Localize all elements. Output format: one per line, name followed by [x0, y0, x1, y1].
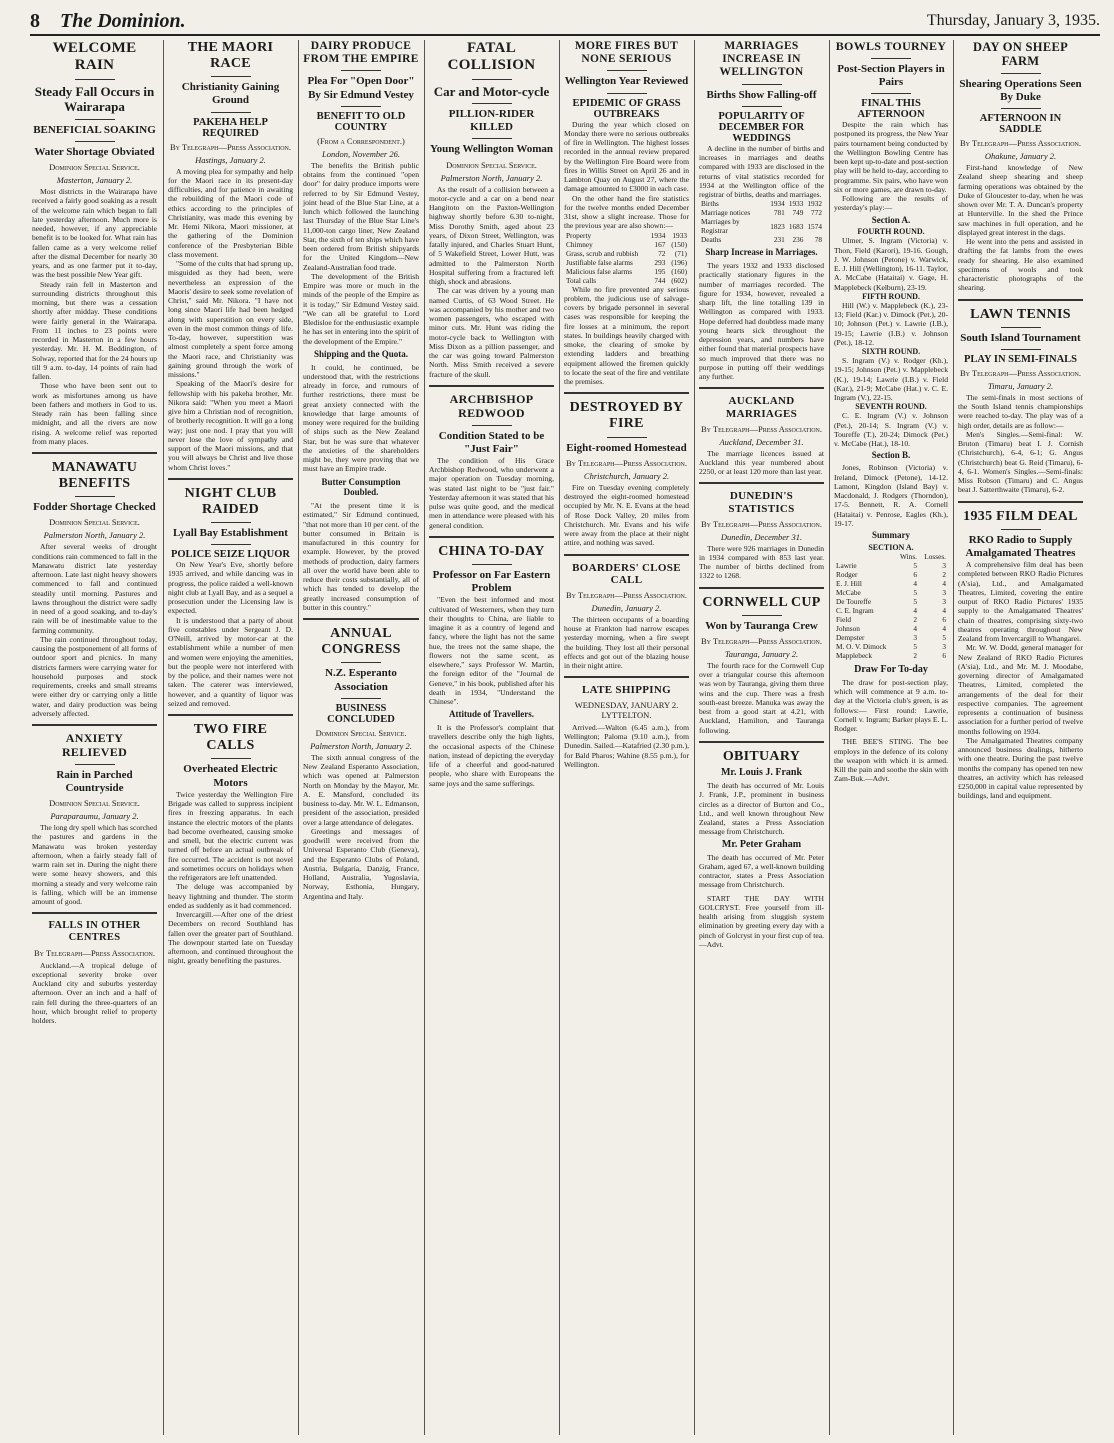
article-paragraph: The condition of His Grace Archbishop Redwood, who underwent a major operation on Tuesday morning, was stated last night to be "just fair." Yesterday afternoon it was stated that his pulse was quite good, and the medical men in attendance were pleased with his general condition.	[429, 455, 554, 530]
column-8	[953, 40, 1087, 1435]
results-paragraph: C. E. Ingram (V.) v. Johnson (Pet.), 20-14; S. Ingram (V.) v. Toureffe (T.), 20-24; Dimock (Pet.) v. McCabe (Hat.), 18-10.	[834, 411, 948, 449]
table-header-row: Wins. Losses.	[900, 551, 946, 561]
headline: MORE FIRES BUT NONE SERIOUS	[574, 40, 679, 66]
article-paragraph: A comprehensive film deal has been completed between RKO Radio Pictures (A'sia), Ltd., and Amalgamated Theatres, Limited, covering the entire output of RKO Radio Pictures' 1935 supply to the Amalgamated Theatres' chain of theatres, comprising sixty-two theatres operating throughout New Zealand from Invercargill to Whangarei.	[958, 560, 1083, 644]
dateline: Dunedin, January 2.	[591, 602, 662, 613]
article-paragraph: The benefits the British public obtains from the continued "open door" for dairy produce imports were referred to by Sir Edmund Vestey, joint head of the Blue Star Line, at a lunch which followed the launching last Thursday of the Blue Star Line's 11,000-ton cargo liner, New Zealand Star, the sixth of ten ships which have been ordered from British shipyards for the United Kingdom—New Zealand-Australian food trade.	[303, 160, 419, 272]
round-label: FOURTH ROUND.	[857, 227, 925, 237]
article-paragraph: The thirteen occupants of a boarding house at Frankton had narrow escapes yesterday morning, when a fire swept the building. They lost all their personal effects and got out of the blazing house in their night attire.	[564, 614, 689, 671]
dateline: Palmerston North, January 2.	[440, 172, 543, 183]
headline: LAWN TENNIS	[970, 306, 1071, 322]
subheadline: Overheated Electric Motors	[183, 763, 278, 789]
table-row: Rodger 6 2	[836, 569, 946, 579]
round-label: SIXTH ROUND.	[861, 347, 921, 357]
byline: By Telegraph—Press Association.	[701, 635, 822, 646]
article-paragraph: The rain continued throughout today, causing the postponement of all forms of outdoor sport and picnics. In many districts farmers were carrying water for household purposes and stock requirements, creeks and small streams were either dry or carrying only a little water, and dairy production was being adversely affected.	[32, 634, 157, 718]
table-row: Births 1934 1933 1932	[701, 199, 822, 209]
headline: BOARDERS' CLOSE CALL	[572, 561, 681, 587]
subheadline: Wellington Year Reviewed	[564, 75, 689, 88]
table-row: Property 1934 1933	[566, 230, 687, 240]
article-paragraph: Those who have been sent out to work as misfortunes among us have been fathers and mothers in God to us. Steady rain has been falling since midnight, and all the rivers are now rising. A welcome relief was reported from many places.	[32, 381, 157, 446]
table-row: C. E. Ingram 4 4	[836, 605, 946, 615]
results-paragraph: Ulmer, S. Ingram (Victoria) v. Thon, Field (Karori), 19-16. Gough, J. W. Johnson (Petone) v. Warwick, E. J. Hill (Wellington), 16-11. Taylor, A. McCabe (Hataitai) v. Gage, H. Mapplebeck (Kelburn), 23-19.	[834, 236, 948, 292]
subheadline: Rain in Parched Countryside	[56, 768, 133, 794]
section-subhead: Draw For To-day	[854, 663, 928, 675]
table-row: M. O. V. Dimock 5 3	[836, 641, 946, 651]
subheadline: Lyall Bay Establishment	[173, 527, 288, 539]
table-row: McCabe 5 3	[836, 587, 946, 597]
subheadline: EPIDEMIC OF GRASS OUTBREAKS	[572, 97, 681, 120]
section-label: Section A.	[871, 214, 911, 225]
article-paragraph: On the other hand the fire statistics for the twelve months ended December 31st, show a slight increase. Those for the previous year are also shown:—	[564, 193, 689, 231]
article-paragraph: Mr. W. W. Dodd, general manager for New Zealand of RKO Radio Pictures (A'sia), Ltd., and Mr. M. J. Moodabe, governing director of Amalgamated Theatres, Limited, completed the arrangements of the deal for their respective companies. The agreement represents a continuation of business association for a further period of twelve months following on 1934.	[958, 643, 1083, 736]
article-paragraph: During the year which closed on Monday there were no serious outbreaks of fire in Wellington. The highest losses recorded in the annual review prepared by the Wellington Fire Board were from fires in Willis Street on April 26 and in Lambton Quay on August 27, where the damage amounted to £3000 in each case.	[564, 119, 689, 194]
advertisement: THE BEE'S STING. The bee employs in the defence of its colony the weapon with which it is armed. Kill the pain and soothe the skin with Zam-Buk.—Advt.	[834, 737, 948, 784]
table-row: Total calls 744 (602)	[566, 275, 687, 285]
masthead	[30, 10, 1100, 36]
byline: By Telegraph—Press Association.	[566, 457, 687, 468]
byline: Dominion Special Service.	[49, 162, 140, 173]
subheadline: Professor on Far Eastern Problem	[432, 568, 551, 595]
table-row: Chimney 167 (150)	[566, 239, 687, 249]
table-row: Malicious false alarms 195 (160)	[566, 266, 687, 276]
article-paragraph: First-hand knowledge of New Zealand sheep shearing and sheep farming operations was obtained by the Duke of Gloucester to-day, when he was shown over Mr. T. A. Duncan's property at Hunterville. In the shed the Prince saw machines in full operation, and he displayed great interest in the dags.	[958, 163, 1083, 237]
headline: DAY ON SHEEP FARM	[972, 40, 1069, 69]
subheadline: Shearing Operations Seen By Duke	[959, 77, 1082, 103]
headline: CHINA TO-DAY	[438, 543, 545, 559]
table-row: Johnson 4 4	[836, 623, 946, 633]
headline: NIGHT CLUB RAIDED	[184, 485, 277, 517]
article-paragraph: The fourth race for the Cornwell Cup over a triangular course this afternoon was won by Tauranga, giving them three wins and the cup. There was a fresh south-east breeze. Manuka was away the best from a good start at 4.21, with Auckland, Hamilton, and Tauranga following.	[699, 660, 824, 735]
article-paragraph: It is understood that a party of about five constables under Sergeant J. D. O'Neill, arrived by motor-car at the establishment while a number of men and women were enjoying the amenities, but the people were not interfered with by the police, and their names were not taken. The caterer was interviewed, however, and a quantity of liquor was seized and removed.	[168, 615, 293, 708]
table-row: E. J. Hill 4 4	[836, 578, 946, 588]
subheadline: South Island Tournament	[960, 331, 1081, 344]
article-paragraph: Fire on Tuesday evening completely destroyed the eight-roomed homestead occupied by Mr. N. E. Evans at the head of Rose Dock Valley, 20 miles from Christchurch. Mr. Evans and his wife were away from the place at their night attire, and nothing was saved.	[564, 482, 689, 548]
subheadline: RKO Radio to Supply Amalgamated Theatres	[965, 533, 1076, 559]
issue-date: Thursday, January 3, 1935.	[926, 12, 1100, 29]
column-4	[424, 40, 558, 1435]
section-subhead: Attitude of Travellers.	[449, 709, 534, 720]
subheadline: PILLION-RIDER KILLED	[448, 108, 535, 134]
byline: By Telegraph—Press Association.	[566, 589, 687, 600]
article-paragraph: "At the present time it is estimated," Sir Edmund continued, "that not more than 10 per cent. of the butter consumed in Britain is manufactured in this country for example. However, by the proved methods of production, dairy farmers all over the world have been able to reduce their costs substantially, all of which has tended to develop the greatly increased consumption of butter in this country."	[303, 501, 419, 612]
table-row: Field 2 6	[836, 614, 946, 624]
summary-section-label: SECTION A.	[868, 542, 914, 552]
article-paragraph: Most districts in the Wairarapa have received a fairly good soaking as a result of the welcome rain which began to fall late yesterday afternoon. Much more is needed, however, if any appreciable benefit is to be looked for. What rain has fallen came as a very welcome relief after the dismal December for nearly 30 years, and as one farmer put it to-day, was the best possible New Year gift.	[32, 187, 157, 280]
vital-statistics-table	[699, 199, 824, 244]
dateline: Hastings, January 2.	[195, 154, 266, 165]
dateline: London, November 26.	[322, 148, 400, 159]
headline: FALLS IN OTHER CENTRES	[48, 920, 141, 944]
byline: By Telegraph—Press Association.	[701, 423, 822, 434]
article-paragraph: It could, he continued, be understood that, with the restrictions already in force, and rumours of further restrictions, there must be great anxiety connected with the knowledge that large amounts of money were required for the building of ships such as the New Zealand Star, but he was sure that whatever the anxieties of the shareholders might be, they were proving that we must have an Empire trade.	[303, 362, 419, 474]
headline: LATE SHIPPING	[582, 684, 671, 697]
byline: By Telegraph—Press Association.	[34, 947, 155, 958]
article-paragraph: It is the Professor's complaint that travellers describe only the high lights, the occasional aspects of the Chinese nation, instead of depicting the everyday life of a cheerful and good-natured people, who share with Europeans the same joys and the same sufferings.	[429, 723, 554, 788]
table-row: Grass, scrub and rubbish 72 (71)	[566, 248, 687, 258]
article-paragraph: While no fire prevented any serious problem, the judicious use of salvage-covers by brigade personnel in several cases was responsible for keeping the fire losses at a minimum, the report states. In buildings heavily charged with smoke, the clearing of smoke by extending ladders and breathing equipment allowed the firemen quickly to locate the seat of the fire and ventilate the premises.	[564, 284, 689, 387]
fire-statistics-table	[564, 231, 689, 285]
headline: AUCKLAND MARRIAGES	[725, 395, 798, 421]
subheadline: Post-Section Players in Pairs	[837, 62, 945, 88]
article-paragraph: On New Year's Eve, shortly before 1935 arrived, and while dancing was in progress, the police raided a well-known night club at Lyall Bay, and as a sequel a prosecution under the Licensing law is expected.	[168, 560, 293, 616]
article-paragraph: Men's Singles.—Semi-final: W. Bruton (Timaru) beat I. J. Cornish (Christchurch), 6-4, 6-1; G. Angus (Christchurch) beat G. Reid (Timaru), 6-4, 6-1. Women's Singles.—Semi-finals: Miss Robson (Timaru) and C. Angus beat J. Satterthwaite (Timaru), 6-2.	[958, 429, 1083, 495]
headline: CORNWELL CUP	[702, 594, 821, 610]
byline: Dominion Special Service.	[49, 798, 140, 809]
subheadline: BUSINESS CONCLUDED	[327, 702, 395, 725]
section-subhead: Sharp Increase in Marriages.	[705, 247, 818, 258]
headline: MARRIAGES INCREASE IN WELLINGTON	[719, 40, 804, 79]
dateline: Ohakune, January 2.	[984, 151, 1057, 162]
article-paragraph: The years 1932 and 1933 disclosed practically stationary figures in the number of marriages recorded. The figure for 1934, however, revealed a sharp lift, the line totalling 139 in Wellington as compared with 1933. Hope deferred had doubtless made many young hearts sick throughout the depression years, and numbers have either found that material prospects have so much improved that there was no purpose in putting off their weddings any further.	[699, 261, 824, 382]
subheadline: PAKEHA HELP REQUIRED	[193, 116, 268, 139]
column-5	[559, 40, 693, 1435]
table-row: Dempster 3 5	[836, 632, 946, 642]
dateline: Palmerston North, January 2.	[43, 530, 146, 541]
dateline: Auckland, December 31.	[719, 436, 804, 447]
bowls-summary-table	[834, 552, 948, 660]
article-paragraph: Speaking of the Maori's desire for fellowship with his pakeha brother, Mr. Nikora said: "When you meet a Maori give him a Christian nod of recognition, of brotherly recognition. It will go a long way; just one nod. I pray that you will never lose the love of sympathy and support of the Maori missions, and that you will always be Christ and live those whom Christ loves."	[168, 379, 293, 472]
article-paragraph: The marriage licences issued at Auckland this year numbered about 2250, or at least 120 more than last year.	[699, 448, 824, 477]
article-paragraph: After several weeks of drought conditions rain commenced to fall in the Manawatu district late yesterday afternoon. Late last night heavy showers commenced to fall and continued steadily until morning. Pastures and lawns throughout the district were sadly in need of a good soaking, and to-day's rain will be of inestimable value to the farming community.	[32, 542, 157, 635]
article-paragraph: As the result of a collision between a motor-cycle and a car on a bend near Hangitoto on the Paxton-Wellington highway shortly before 6.30 to-night, Miss Dorothy Smith, aged about 23 years, of Dixon Street, Wellington, was fatally injured, and Charles Stuart Hunt, of 5 Wakefield Street, Lower Hutt, was admitted to the Palmerston North Hospital suffering from a fractured left thigh, shock and abrasions.	[429, 184, 554, 287]
article-paragraph: Following are the results of yesterday's play:—	[834, 194, 948, 213]
subheadline: POLICE SEIZE LIQUOR	[170, 549, 291, 561]
headline: THE MAORI RACE	[187, 40, 274, 72]
subheadline: Won by Tauranga Crew	[705, 619, 818, 632]
headline: ARCHBISHOP REDWOOD	[449, 391, 534, 420]
page-number: 8	[30, 10, 40, 32]
byline: By Telegraph—Press Association.	[960, 138, 1081, 149]
column-6	[694, 40, 828, 1435]
subheadline: FINAL THIS AFTERNOON	[857, 98, 925, 121]
column-2	[163, 40, 297, 1435]
headline: 1935 FILM DEAL	[963, 508, 1078, 524]
article-paragraph: Steady rain fell in Masterton and surrounding districts throughout this morning, but there was a cessation shortly after midday. These conditions were fairly general in the Wairarapa. From 11 inches to 23 points were recorded in Masterton in a few hours yesterday. Mr. H. M. Beddington, of Solway, reported that for the 24 hours up till 9 a.m. to-day, 14 points of rain had fallen.	[32, 279, 157, 382]
article-paragraph: The draw for post-section play, which will commence at 9 a.m. to-day at the Victoria club's green, is as follows:— First round: Lawrie, Cornell v. Ingram; Barker plays E. L. Rodger.	[834, 677, 948, 734]
dateline: Christchurch, January 2.	[583, 470, 670, 481]
column-7	[829, 40, 952, 1435]
byline: (From a Correspondent.)	[317, 135, 405, 146]
article-paragraph: He went into the pens and assisted in drafting the fat lambs from the ewes ready for shearing. He also examined specimens of wools and took characteristic photographs of the shearing.	[958, 237, 1083, 293]
table-row: Justifiable false alarms 293 (196)	[566, 257, 687, 267]
column-3	[298, 40, 423, 1435]
obituary-name: Mr. Louis J. Frank	[720, 767, 803, 779]
dateline: Timaru, January 2.	[987, 380, 1054, 391]
subheadline: POPULARITY OF DECEMBER FOR WEDDINGS	[718, 110, 805, 144]
article-paragraph: Twice yesterday the Wellington Fire Brigade was called to suppress incipient fires in freezing apparatus. In each instance the electric motors of the plants had become overheated, causing smoke and smell, but the electric current was turned off before an actual outbreak of fire occurred. The accident is not novel and sometimes occurs on holidays when the refrigerators are left unattended.	[168, 789, 293, 882]
obituary-name: Mr. Peter Graham	[721, 838, 802, 850]
subheadline: AFTERNOON IN SADDLE	[979, 113, 1062, 136]
column-1	[28, 40, 161, 1435]
subheadline: Births Show Falling-off	[706, 88, 817, 101]
byline: Dominion Special Service.	[49, 517, 140, 528]
table-row: Deaths 231 236 78	[701, 235, 822, 245]
headline: OBITUARY	[722, 748, 801, 764]
dateline: Tauranga, January 2.	[724, 648, 799, 659]
article-paragraph: Arrived.—Walton (6.45 a.m.), from Wellington; Paloma (9.10 a.m.), from Dunedin. Sailed.—Katafried (2.30 p.m.), for Bald Pharos; Wahine (8.55 p.m.), for Wellington.	[564, 722, 689, 769]
article-paragraph: There were 926 marriages in Dunedin in 1934 compared with 853 last year. The number of births declined from 1322 to 1268.	[699, 543, 824, 581]
headline: MANAWATU BENEFITS	[51, 460, 138, 492]
round-label: FIFTH ROUND.	[862, 291, 920, 301]
results-paragraph: Hill (W.) v. Mapplebeck (K.), 23-13; Field (Kar.) v. Dimock (Pet.), 20-10; Johnson (Pet.) v. Lawrie (I.B.), 19-15; Lawrie (I.B.) v. Johnson (Pet.), 18-12.	[834, 300, 948, 347]
article-paragraph: The sixth annual congress of the New Zealand Esperanto Association, which was opened at Palmerston North on Monday by the Mayor, Mr. A. E. Mansford, concluded its business to-day. Mr. W. L. Edmanson, president of the association, presided over a large attendance of delegates.	[303, 752, 419, 827]
subheadline: Plea For "Open Door" By Sir Edmund Vestey	[307, 75, 415, 101]
article-paragraph: A moving plea for sympathy and help for the Maori race in its present-day difficulties, and for patience in awaiting the rebuilding of the Maori code of ethics according to the principles of Christianity, was made this evening by Mr. Hemi Nikora, Maori missioner, at the gathering of the Dominion conference of the Presbyterian Bible class movement.	[168, 166, 293, 259]
summary-label: Summary	[872, 530, 910, 541]
table-row: Marriages by Registrar 1823 1683 1574	[701, 217, 822, 236]
headline: DUNEDIN'S STATISTICS	[728, 490, 795, 516]
section-label: Section B.	[871, 450, 911, 461]
shipping-date: WEDNESDAY, JANUARY 2. LYTTELTON.	[574, 699, 679, 720]
dateline: Masterton, January 2.	[56, 175, 133, 186]
article-paragraph: A decline in the number of births and increases in marriages and deaths compared with 1933 are disclosed in the returns of vital statistics recorded for 1934 at the Wellington office of the registrar of births, deaths and marriages.	[699, 143, 824, 200]
subheadline: PLAY IN SEMI-FINALS	[964, 353, 1077, 365]
article-paragraph: "Even the best informed and most cultivated of Westerners, when they turn their thoughts to China, are liable to imagine it as a country of legend and fancy, where the light has not the same hue, the trees not the same shape, the flowers not the same scent, as elsewhere," says Professor W. Martin, the foreign editor of the "Journal de Geneve," in his book, published after his death in 1934, "Understand the Chinese".	[429, 595, 554, 707]
article-paragraph: The deluge was accompanied by heavy lightning and thunder. The storm ended as suddenly as it had commenced.	[168, 882, 293, 910]
table-row: De Toureffe 5 3	[836, 596, 946, 606]
article-paragraph: The long dry spell which has scorched the pastures and gardens in the Manawatu was broken yesterday afternoon, when a fairly steady fall of warm rain set in. During the night there were some heavy showers, and this morning a steady and very welcome rain is falling, which will be an immense amount of good.	[32, 823, 157, 907]
dateline: Palmerston North, January 2.	[310, 740, 412, 751]
subheadline: Steady Fall Occurs in Wairarapa	[34, 83, 155, 115]
round-label: SEVENTH ROUND.	[855, 402, 927, 412]
byline: By Telegraph—Press Association.	[170, 141, 291, 152]
byline: Dominion Special Service.	[315, 727, 407, 738]
byline: By Telegraph—Press Association.	[960, 367, 1081, 378]
subheadline: Water Shortage Obviated	[34, 145, 155, 158]
article-paragraph: Despite the rain which has postponed its progress, the New Year pairs tournament being conducted by the Wellington Bowling Centre has been kept up-to-date and post-section play will be held to-day, according to programme. Six pairs, who have won six or more games, are drawn to-day.	[834, 120, 948, 194]
dateline: Dunedin, December 31.	[720, 531, 803, 542]
headline: BOWLS TOURNEY	[835, 40, 947, 53]
headline: DESTROYED BY FIRE	[569, 400, 684, 432]
article-paragraph: "Some of the cults that had sprung up, misguided as they had been, were nevertheless an expression of the Maoris' desire to seek some revelation of Christ," said Mr. Nikora. "I have not long since Maori life had been hedged along with superstition on every side, even in the most common things of life. To-day, however, superstition was almost completely a spent force among the Maori race, and Christianity was gaining ground through the work of missions."	[168, 259, 293, 380]
article-paragraph: The car was driven by a young man named Curtis, of 63 Wood Street. He was accompanied by his mother and two women passengers, who escaped with minor cuts. Mr. Hunt was riding the motor-cycle back to Wellington with Miss Dixon as a pillion passenger, and the car was going toward Palmerston North. Miss Smith received a severe fracture of the skull.	[429, 286, 554, 379]
section-subhead: Butter Consumption Doubled.	[321, 476, 401, 498]
article-paragraph: The death has occurred of Mr. Peter Graham, aged 67, a well-known building contractor, states a Press Association message from Christchurch.	[699, 852, 824, 890]
table-row: Mapplebeck 2 6	[836, 650, 946, 660]
byline: By Telegraph—Press Association.	[701, 518, 822, 529]
byline: Dominion Special Service.	[446, 159, 537, 170]
subheadline: Fodder Shortage Checked	[33, 501, 156, 514]
article-paragraph: Invercargill.—After one of the driest Decembers on record Southland has fallen over the greater part of Southland. The downpour started late on Tuesday afternoon, and continued throughout the night, greatly benefiting the pastures.	[168, 910, 293, 966]
article-paragraph: The death has occurred of Mr. Louis J. Frank, J.P., prominent in business circles as a director of Burton and Co., Ltd., and well known throughout New Zealand, states a Press Association message from Christchurch.	[699, 781, 824, 837]
paper-name: The Dominion.	[60, 10, 186, 32]
table-row: Marriage notices 781 749 772	[701, 208, 822, 218]
headline: TWO FIRE CALLS	[193, 722, 268, 754]
article-paragraph: The Amalgamated Theatres company announced business dealings, hitherto with one theatre. During the past twelve months the company has opened ten new theatres, an activity which has released £250,000 in capital value represented by buildings, land and equipment.	[958, 735, 1083, 801]
article-paragraph: Greetings and messages of goodwill were received from the Universal Esperanto Club (Geneva), and the Esperanto Clubs of Poland, Austria, Bulgaria, Danzig, France, Holland, Australia, Yugoslavia, Norway, Esthonia, Hungary, Argentina and Italy.	[303, 826, 419, 901]
section-subhead: Shipping and the Quota.	[313, 348, 409, 359]
table-row: Lawrie 5 3	[836, 560, 946, 570]
article-paragraph: The development of the British Empire was more or much in the minds of the people of the Empire as it is today," Sir Edmund Vestey said. "We can all be grateful to Lord Bledisloe for the enthusiastic example he has set in entering into the spirit of the development of the Empire."	[303, 271, 419, 346]
article-paragraph: The semi-finals in most sections of the South Island tennis championships were reached to-day. The play was of a high order, details are as follow:—	[958, 392, 1083, 430]
dateline: Paraparaumu, January 2.	[50, 811, 139, 822]
headline: DAIRY PRODUCE FROM THE EMPIRE	[303, 40, 419, 66]
headline: ANNUAL CONGRESS	[321, 626, 401, 658]
subheadline: Condition Stated to be "Just Fair"	[438, 429, 545, 455]
results-paragraph: Jones, Robinson (Victoria) v. Ireland, Dimock (Petone), 14-12. Lamont, Kingdon (Island Bay) v. Macdonald, J. Rodgers (Thorndon), 17-5. Bennett, R. A. Cornell (Hataitai) v. Penrose, Eagles (Kh.), 19-17.	[834, 463, 948, 528]
subheadline: BENEFIT TO OLD COUNTRY	[316, 110, 406, 133]
headline: FATAL COLLISION	[447, 40, 536, 74]
headline: ANXIETY RELIEVED	[61, 731, 128, 759]
headline: WELCOME RAIN	[52, 40, 137, 74]
article-paragraph: Auckland.—A tropical deluge of exceptional severity broke over Auckland city and suburbs yesterday afternoon. Over an inch and a half of rain fell during the three-quarters of an hour, which brought relief to property holders.	[32, 960, 157, 1026]
subheadline: BENEFICIAL SOAKING	[33, 123, 156, 136]
advertisement: START THE DAY WITH GOLCRYST. Free yourself from ill-health arising from sluggish system elimination by greeting every day with a pinch of Golcryst in your first cup of tea.—Advt.	[699, 893, 824, 949]
subheadline: Eight-roomed Homestead	[566, 441, 687, 454]
subheadline: N.Z. Esperanto Association	[325, 667, 397, 693]
results-paragraph: S. Ingram (V.) v. Rodger (Kh.), 19-15; Johnson (Pet.) v. Mapplebeck (K.), 19-14; Lawrie (I.B.) v. Field (Kar.), 21-9; McCabe (Hat.) v. C. E. Ingram (V.), 22-15.	[834, 356, 948, 403]
subheadline: Young Wellington Woman	[429, 143, 554, 156]
subheadline: Christianity Gaining Ground	[181, 81, 280, 107]
subheadline: Car and Motor-cycle	[433, 83, 550, 99]
